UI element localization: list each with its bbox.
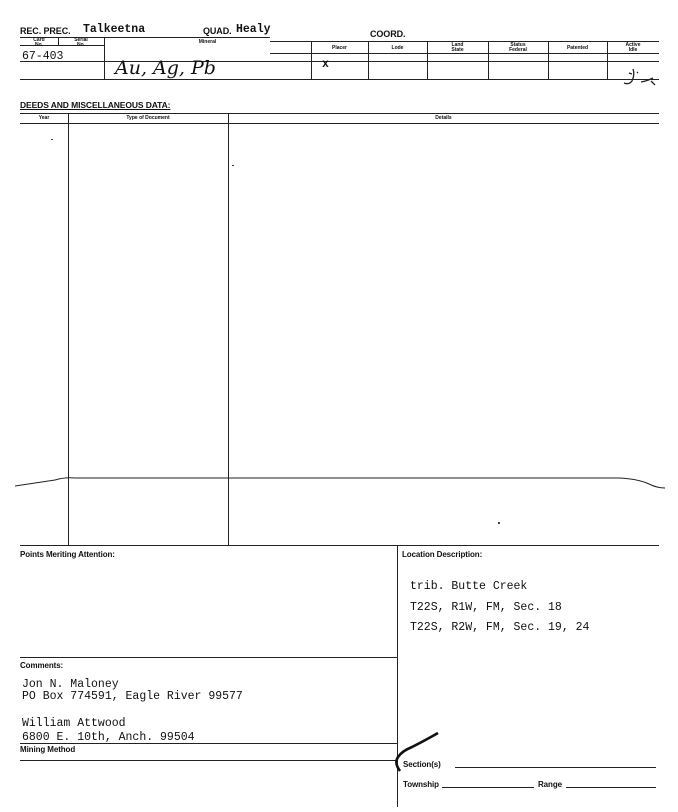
- stray-mark: [51, 139, 53, 140]
- header-bottom-rule: [20, 79, 659, 80]
- details-header: Details: [435, 115, 452, 121]
- land-state-header: Land State: [451, 42, 464, 53]
- header-col-rule: [270, 53, 659, 54]
- card-no-header: Card No.: [33, 37, 45, 48]
- placer-header: Placer: [331, 45, 347, 51]
- deeds-header-rule: [20, 123, 659, 124]
- range-label: Range: [538, 780, 562, 789]
- comments-top-rule: [20, 657, 397, 658]
- deeds-inner-rule-icon: [15, 462, 665, 497]
- placer-mark: x: [322, 58, 329, 71]
- deeds-bottom-rule: [20, 545, 659, 546]
- stray-mark: [232, 165, 234, 166]
- active-idle-mark-icon: [615, 64, 663, 90]
- location-description-label: Location Description:: [402, 550, 483, 559]
- header-top-rule-right: [270, 41, 659, 42]
- mineral-header: Mineral: [198, 39, 217, 45]
- quad-value: Healy: [236, 23, 271, 36]
- location-line-3: T22S, R2W, FM, Sec. 19, 24: [410, 621, 590, 634]
- location-line-1: trib. Butte Creek: [410, 580, 528, 593]
- sections-fill-line: [455, 767, 656, 768]
- status-federal-header: Status Federal: [509, 42, 527, 53]
- deeds-section-title: DEEDS AND MISCELLANEOUS DATA:: [20, 100, 171, 110]
- mining-method-rule: [20, 743, 397, 744]
- serial-no-header: Serial No.: [74, 37, 88, 48]
- rec-prec-label: REC. PREC.: [20, 26, 71, 36]
- comment-line-4: 6800 E. 10th, Anch. 99504: [22, 731, 195, 744]
- active-idle-header: Active Idle: [625, 42, 641, 53]
- deeds-top-rule: [20, 113, 659, 114]
- card-no-value: 67-403: [22, 50, 64, 63]
- township-label: Township: [403, 780, 439, 789]
- quad-label: QUAD.: [203, 26, 232, 36]
- location-line-2: T22S, R1W, FM, Sec. 18: [410, 601, 562, 614]
- mining-method-label: Mining Method: [20, 745, 76, 754]
- township-fill-line: [442, 787, 534, 788]
- comment-line-3: William Attwood: [22, 717, 126, 730]
- points-meriting-attention-label: Points Meriting Attention:: [20, 550, 115, 559]
- range-fill-line: [566, 787, 656, 788]
- type-of-document-header: Type of Document: [126, 115, 170, 121]
- mineral-handwritten-value: Au, Ag, Pb: [115, 57, 216, 79]
- comment-line-2: PO Box 774591, Eagle River 99577: [22, 690, 243, 703]
- mining-method-bottom-rule: [20, 760, 397, 761]
- year-header: Year: [38, 115, 50, 121]
- comments-label: Comments:: [20, 661, 64, 670]
- sections-label: Section(s): [403, 760, 441, 769]
- coord-label: COORD.: [370, 29, 406, 39]
- lode-header: Lode: [391, 45, 404, 51]
- rec-prec-value: Talkeetna: [83, 23, 146, 36]
- comment-line-1: Jon N. Maloney: [22, 678, 119, 691]
- patented-header: Patented: [566, 45, 589, 51]
- stray-mark: [498, 522, 500, 524]
